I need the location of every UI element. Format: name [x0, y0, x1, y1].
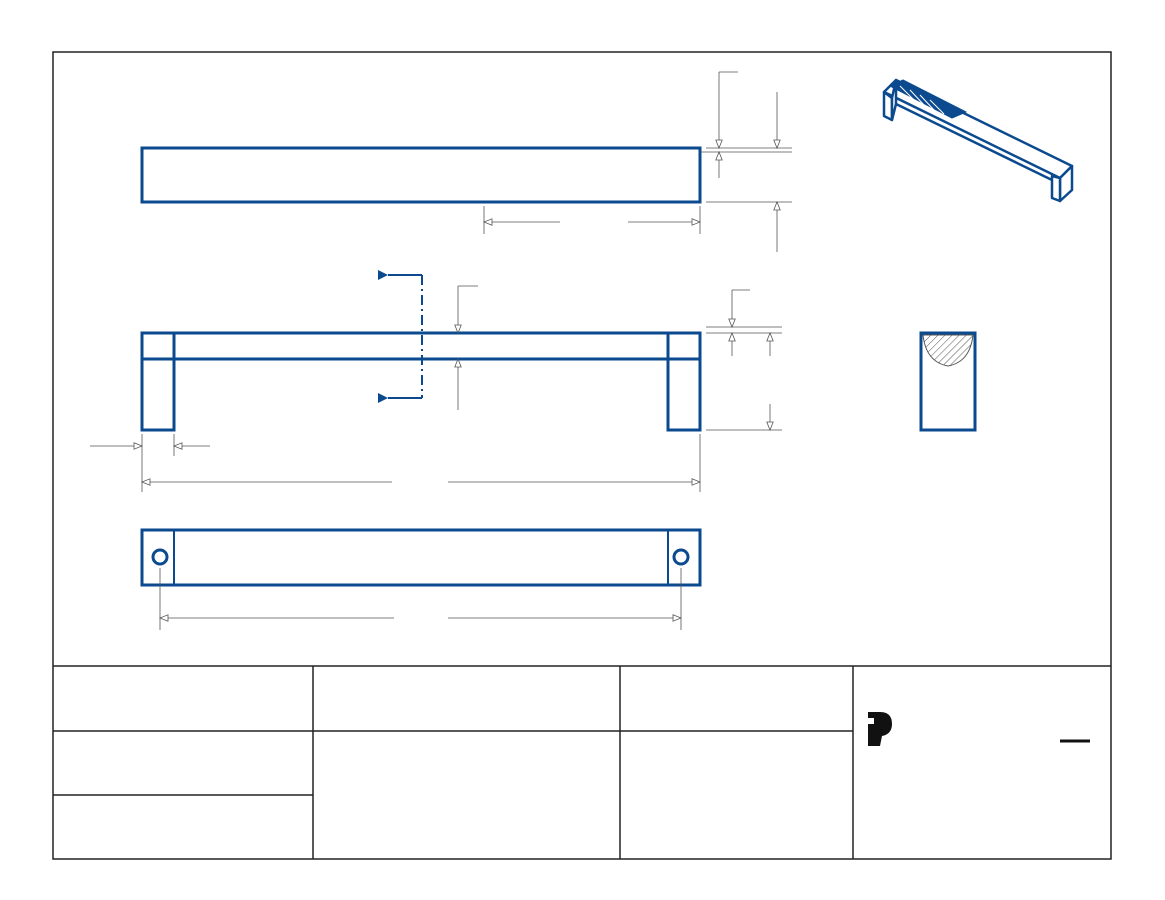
logo-mark-icon [868, 712, 892, 746]
section-a-a [921, 333, 975, 430]
bottom-view [142, 530, 700, 630]
top-view [142, 72, 792, 252]
isometric-view [884, 80, 1072, 201]
mounting-hole-right [674, 550, 688, 564]
mounting-hole-left [153, 550, 167, 564]
front-view [90, 275, 782, 492]
drawing-frame [53, 52, 1111, 859]
title-block [53, 666, 1111, 859]
company-logo [868, 712, 1090, 746]
